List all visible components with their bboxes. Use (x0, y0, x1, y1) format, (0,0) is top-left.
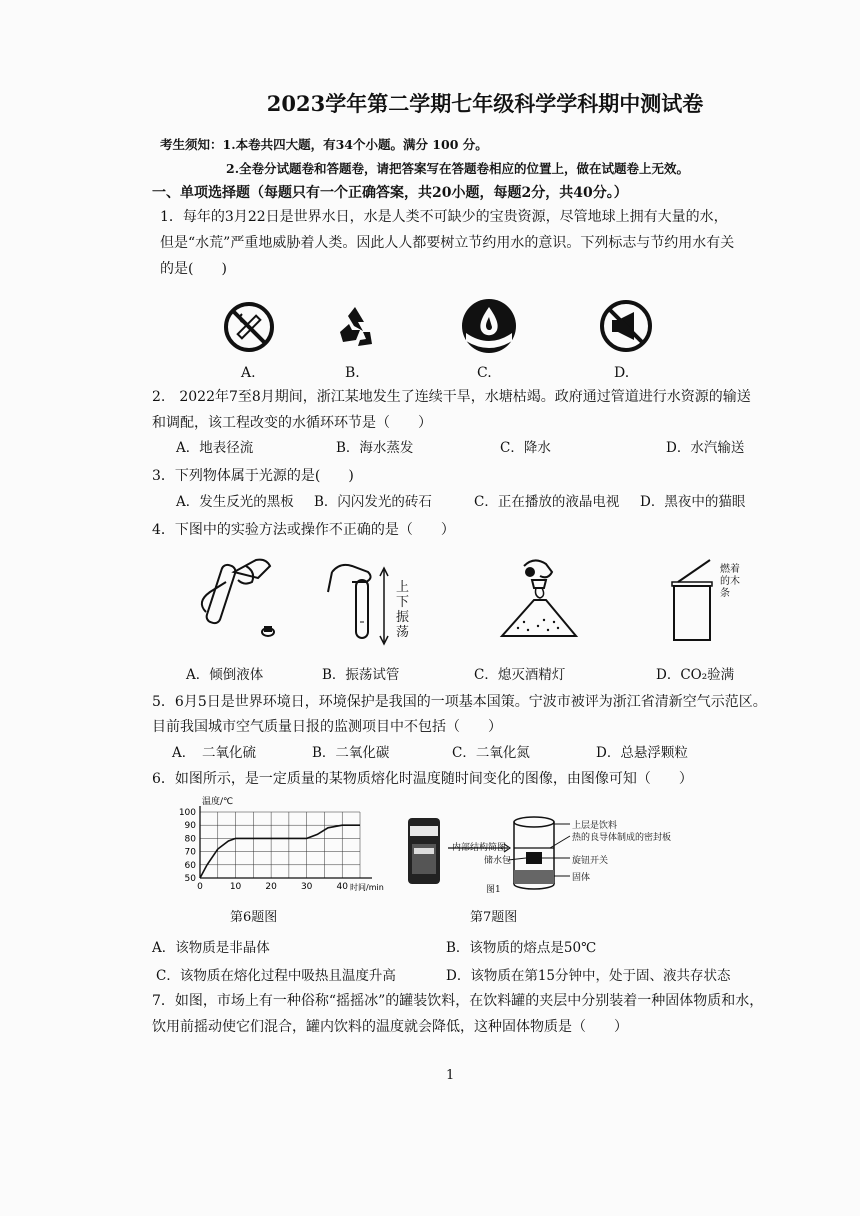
question-7-line-1: 7．如图，市场上有一种俗称“摇摇冰”的罐装饮料，在饮料罐的夹层中分别装着一种固体物质和水， (152, 993, 764, 1009)
co2-check-figure (662, 556, 722, 646)
notice-label: 考生须知： (160, 137, 223, 152)
recycle-icon (330, 302, 380, 352)
page-number: 1 (446, 1068, 455, 1083)
chart-y-tick-label: 70 (184, 847, 196, 858)
no-horn-icon (598, 298, 654, 354)
fig7-label-plate: 热的良导体制成的密封板 (572, 833, 672, 843)
question-3-option-d[interactable]: D．黑夜中的猫眼 (640, 494, 746, 510)
chart-x-tick-label: 30 (300, 882, 313, 892)
question-1-option-d[interactable]: D. (614, 365, 630, 381)
stick-label-1: 燃着 (720, 564, 740, 575)
notice-line-2: 2.全卷分试题卷和答题卷，请把答案写在答题卷相应的位置上，做在试题卷上无效。 (226, 161, 690, 176)
shake-label-2: 下 (396, 595, 410, 610)
question-1-line-1: 1．每年的3月22日是世界水日，水是人类不可缺少的宝贵资源，尽管地球上拥有大量的水， (160, 209, 728, 225)
fig6-caption: 第6题图 (230, 910, 278, 925)
question-6-option-b[interactable]: B．该物质的熔点是50℃ (446, 940, 597, 956)
question-4-line-1: 4．下图中的实验方法或操作不正确的是（ ） (152, 522, 455, 538)
chart-x-tick-label: 20 (265, 882, 277, 892)
question-2-option-b[interactable]: B．海水蒸发 (336, 440, 414, 456)
shake-test-tube-figure (322, 552, 402, 648)
fig7-inner-label: 内部结构简图 (452, 843, 507, 853)
notice-line-1 (160, 135, 488, 153)
question-3-line-1: 3．下列物体属于光源的是( ) (152, 468, 354, 484)
chart-y-tick-label: 80 (184, 834, 196, 845)
fig7-caption: 第7题图 (470, 910, 518, 925)
question-5-option-b[interactable]: B．二氧化碳 (312, 745, 390, 761)
chart-x-tick-label: 40 (336, 882, 348, 892)
question-5-line-2: 目前我国城市空气质量日报的监测项目中不包括（ ） (152, 719, 502, 735)
stick-label-3: 条 (720, 588, 730, 599)
chart-y-tick-label: 50 (184, 874, 196, 884)
fig7-label-drink: 上层是饮料 (572, 821, 618, 831)
question-2-line-2: 和调配，该工程改变的水循环环节是（ ） (152, 415, 432, 431)
question-3-option-c[interactable]: C．正在播放的液晶电视 (474, 494, 620, 510)
shake-label-4: 荡 (396, 625, 410, 640)
question-2-option-c[interactable]: C．降水 (500, 440, 551, 456)
question-1-option-c[interactable]: C. (477, 365, 492, 381)
chart-ylabel: 温度/℃ (202, 797, 234, 807)
question-6-option-a[interactable]: A．该物质是非晶体 (152, 940, 270, 956)
question-1-line-2: 但是“水荒”严重地威胁着人类。因此人人都要树立节约用水的意识。下列标志与节约用水有关 (160, 235, 735, 251)
question-4-option-b[interactable]: B．振荡试管 (322, 667, 400, 683)
question-2-line-1: 2. 2022年7至8月期间，浙江某地发生了连续干旱，水塘枯竭。政府通过管道进行水资源的输送 (152, 389, 751, 405)
burning-stick-label (720, 564, 740, 600)
question-5-option-a[interactable]: A． 二氧化硫 (172, 745, 256, 761)
fig7-label-water-bag: 储水包 (484, 856, 512, 866)
question-2-option-d[interactable]: D．水汽输送 (666, 440, 745, 456)
fig7-label-solid: 固体 (572, 873, 591, 883)
chart-y-tick-label: 100 (178, 808, 196, 818)
question-6-option-c[interactable]: C．该物质在熔化过程中吸热且温度升高 (156, 968, 396, 984)
question-1-option-b[interactable]: B. (345, 365, 360, 381)
melting-curve-chart (160, 794, 390, 898)
question-4-option-c[interactable]: C．熄灭酒精灯 (474, 667, 566, 683)
stick-label-2: 的木 (720, 576, 740, 587)
question-1-line-3: 的是( ) (160, 261, 227, 277)
pour-liquid-figure (186, 552, 286, 648)
section-heading: 一、单项选择题（每题只有一个正确答案，共20小题，每题2分，共40分。） (152, 185, 628, 201)
chart-x-tick-label: 10 (229, 882, 242, 892)
fig7-fig-label: 图1 (486, 885, 501, 895)
question-6-option-d[interactable]: D．该物质在第15分钟中，处于固、液共存状态 (446, 968, 731, 984)
chart-x-tick-label: 0 (197, 882, 203, 892)
alcohol-lamp-figure (494, 552, 584, 648)
question-5-line-1: 5．6月5日是世界环境日，环境保护是我国的一项基本国策。宁波市被评为浙江省清新空气示范区。 (152, 694, 767, 710)
question-2-option-a[interactable]: A．地表径流 (176, 440, 254, 456)
question-3-option-a[interactable]: A．发生反光的黑板 (176, 494, 294, 510)
question-3-option-b[interactable]: B．闪闪发光的砖石 (314, 494, 432, 510)
question-1-option-a[interactable]: A. (241, 365, 256, 381)
notice-text-1: 1.本卷共四大题，有34个小题。满分 100 分。 (222, 137, 488, 152)
fig7-label-knob: 旋钮开关 (572, 856, 609, 866)
chart-ticks (179, 808, 348, 892)
chart-y-tick-label: 60 (184, 860, 196, 871)
question-4-option-d[interactable]: D．CO₂验满 (656, 667, 735, 683)
shake-label-3: 振 (396, 610, 410, 625)
question-6-line-1: 6．如图所示，是一定质量的某物质熔化时温度随时间变化的图像，由图像可知（ ） (152, 771, 693, 787)
question-5-option-d[interactable]: D．总悬浮颗粒 (596, 745, 688, 761)
no-smoking-icon (222, 300, 276, 354)
shake-label (396, 580, 410, 640)
chart-y-tick-label: 90 (184, 821, 196, 832)
shake-label-1: 上 (396, 580, 410, 595)
question-4-option-a[interactable]: A．倾倒液体 (186, 667, 264, 683)
chart-xlabel: 时间/min (350, 883, 384, 892)
page-title: 2023学年第二学期七年级科学学科期中测试卷 (266, 91, 704, 116)
question-5-option-c[interactable]: C．二氧化氮 (452, 745, 530, 761)
shake-ice-figure (404, 808, 734, 900)
water-saving-icon (460, 297, 518, 355)
question-7-line-2: 饮用前摇动使它们混合，罐内饮料的温度就会降低，这种固体物质是（ ） (152, 1019, 628, 1035)
